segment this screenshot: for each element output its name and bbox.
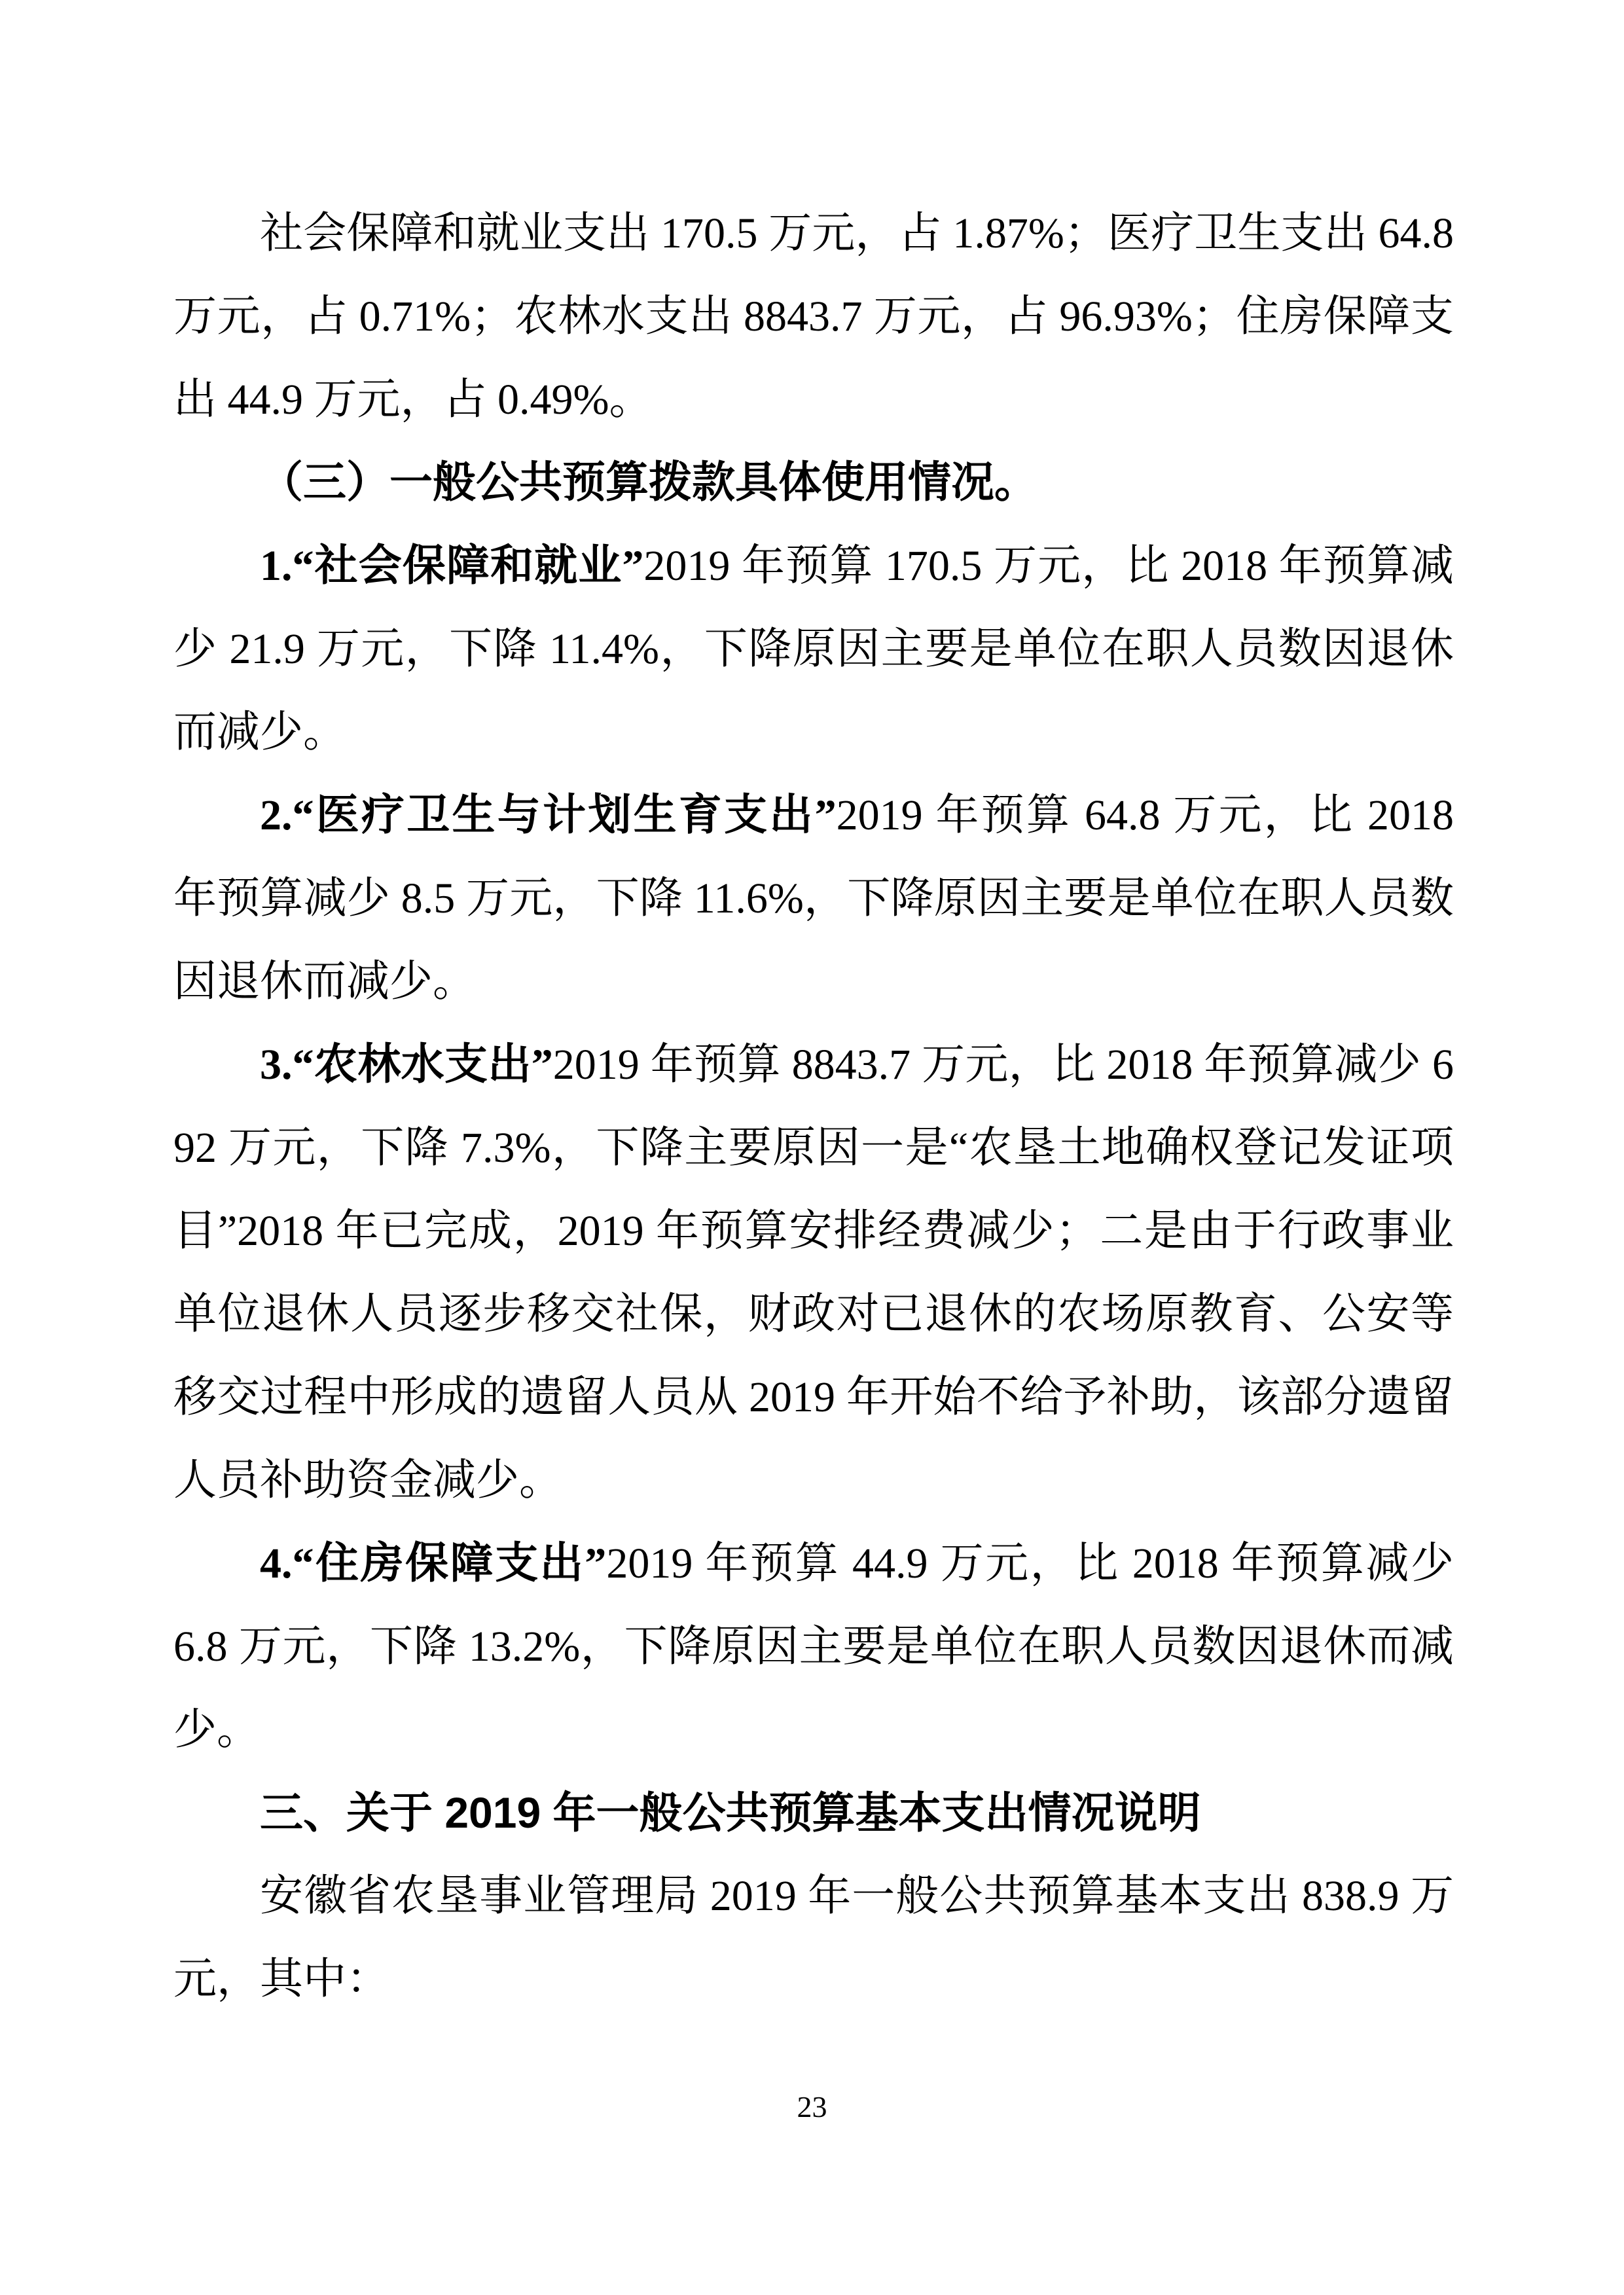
paragraph-subheading [173,441,1454,524]
emphasis-text-run: 4.“住房保障支出” [260,1540,607,1587]
text-run: 2019 年预算 170.5 万元，比 2018 年预算减少 21.9 万元，下降 11.4%，下降原因主要是单位在职人员数因退休而减少。 [173,542,1454,756]
emphasis-text-run: 3.“农林水支出” [260,1041,553,1089]
text-run: 2019 年预算 44.9 万元，比 2018 年预算减少 6.8 万元，下降 13.2%，下降原因主要是单位在职人员数因退休而减少。 [173,1540,1454,1754]
text-run: 2019 年预算 64.8 万元，比 2018 年预算减少 8.5 万元，下降 11.6%，下降原因主要是单位在职人员数因退休而减少。 [173,791,1454,1005]
emphasis-text-run: 三、关于 2019 年一般公共预算基本支出情况说明 [260,1788,1201,1837]
page-number: 23 [797,2090,827,2123]
paragraph-heading [173,1771,1454,1854]
paragraph-body [173,1522,1454,1771]
page-footer [0,2089,1624,2124]
emphasis-text-run: 1.“社会保障和就业” [260,542,644,590]
paragraph-body [173,774,1454,1023]
text-run: 社会保障和就业支出 170.5 万元，占 1.87%；医疗卫生支出 64.8 万元，占 0.71%；农林水支出 8843.7 万元，占 96.93%；住房保障支出 44.9 万元，占 0.49%。 [173,209,1454,424]
paragraph-body [173,1023,1454,1522]
paragraph-body [173,524,1454,774]
document-body [173,192,1454,2021]
text-run: 安徽省农垦事业管理局 2019 年一般公共预算基本支出 838.9 万元，其中： [173,1872,1454,2003]
text-run: 2019 年预算 8843.7 万元，比 2018 年预算减少 692 万元，下降 7.3%，下降主要原因一是“农垦土地确权登记发证项目”2018 年已完成，2019 年预算安排经费减少；二是由于行政事业单位退休人员逐步移交社保，财政对已退休的农场原教育、公安等移交过程中形成的遗留人员从 2019 年开始不给予补助，该部分遗留人员补助资金减少。 [173,1041,1454,1504]
emphasis-text-run: （三）一般公共预算拨款具体使用情况。 [260,459,1038,507]
emphasis-text-run: 2.“医疗卫生与计划生育支出” [260,791,837,839]
paragraph-body [173,192,1454,441]
paragraph-body [173,1854,1454,2021]
